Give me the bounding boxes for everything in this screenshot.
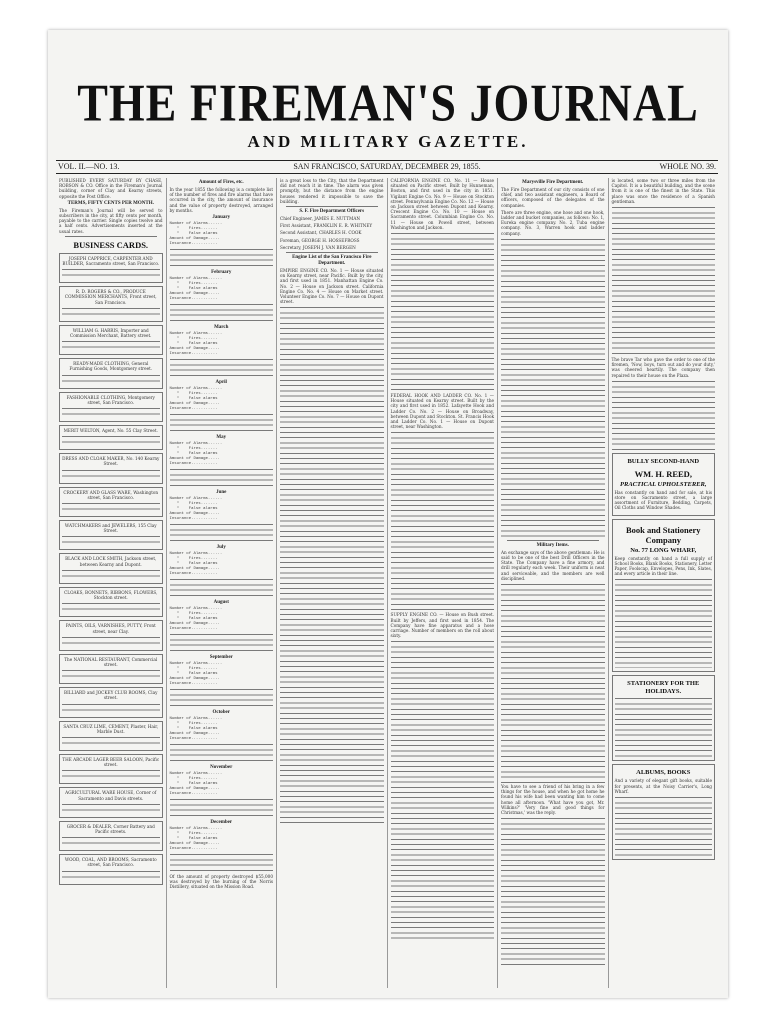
business-card-body-lines <box>62 669 160 680</box>
business-card-text: READY-MADE CLOTHING, General Furnishing Goods, Montgomery street. <box>69 361 153 372</box>
upholsterer-ad-name: WM. H. REED, <box>634 468 692 479</box>
body-text-lines <box>391 640 495 940</box>
business-card <box>59 253 163 283</box>
business-card <box>59 854 163 884</box>
business-card <box>59 654 163 684</box>
column-4 <box>388 178 499 988</box>
month-heading: September <box>209 655 233 661</box>
business-card <box>59 358 163 388</box>
column-5 <box>498 178 609 988</box>
month-heading: May <box>216 435 227 441</box>
business-card-text: The NATIONAL RESTAURANT, Commercial street. <box>64 656 158 667</box>
business-card-body-lines <box>62 435 160 446</box>
business-card-text: THE ARCADE LAGER BEER SALOON, Pacific street. <box>62 756 160 768</box>
marysville-text: The Fire Department of our city consists of one chief, and two assistant engineers, a Board of officers, composed of the delegates of the companies. <box>501 187 605 208</box>
business-card <box>59 620 163 650</box>
divider <box>65 236 157 237</box>
month-heading: December <box>210 820 233 826</box>
business-card-body-lines <box>62 502 160 513</box>
business-card-body-lines <box>62 703 160 714</box>
business-card <box>59 325 163 355</box>
engine-list-text: EMPIRE ENGINE CO. No. 1 — House situated on Kearny street, near Pacific. Built by the city, and first used in 1851. Manhattan Engine Co. No. 2 — House on Jackson street. California Engine Co. No. 4 — House on Market street. Volunteer Engine Co. No. 7 — House on Dupont street. <box>280 268 384 305</box>
month-heading: March <box>214 325 229 331</box>
month-tally: Number of Alarms...... " Fires....... " False alarms Amount of Damage..... Insurance........... <box>169 332 223 357</box>
business-card <box>59 721 163 751</box>
holiday-stationery-ad <box>612 675 716 761</box>
month-tally: Number of Alarms...... " Fires....... " False alarms Amount of Damage..... Insurance........... <box>169 277 223 302</box>
holiday-item-list <box>615 697 713 757</box>
month-text-lines <box>170 468 274 488</box>
col6-text: is located, some two or three miles from the Capitol. It is a beautiful building, and the scene from it is one of the finest in the State. This place was once the residence of a Spanish gentleman. <box>611 178 715 204</box>
column-2 <box>167 178 278 988</box>
business-card-body-lines <box>62 307 160 318</box>
business-card-text: MERIT WELTON, Agent, No. 55 Clay Street. <box>63 428 158 434</box>
business-cards-heading: BUSINESS CARDS. <box>73 239 149 250</box>
business-card-text: R. D. ROGERS & CO., PRODUCE COMMISSION MERCHANTS, Front street, San Francisco. <box>64 289 157 305</box>
business-card-body-lines <box>62 769 160 780</box>
month-tally: Number of Alarms...... " Fires....... " False alarms Amount of Damage..... Insurance........... <box>169 497 223 522</box>
military-text: An exchange says of the above gentleman: He is said to be one of the best Drill Officers in the State. The Company have a fine armory, and drill regularly each week. Their uniform is neat and serviceable, and the members are well disciplined. <box>501 549 605 581</box>
month-tally: Number of Alarms...... " Fires....... " False alarms Amount of Damage..... Insurance........... <box>169 442 223 467</box>
fires-intro: In the year 1855 the following is a complete list of the number of fires and fire alarms that have occurred in the city, the amount of insurance and the value of property destroyed, arranged by months. <box>169 187 273 213</box>
officer-entry: Chief Engineer, JAMES E. NUTTMAN <box>280 216 361 222</box>
month-text-lines <box>170 578 274 598</box>
business-card <box>59 754 163 784</box>
month-tally: Number of Alarms...... " Fires....... " False alarms Amount of Damage..... Insurance........... <box>169 717 223 742</box>
fires-footer: Of the amount of property destroyed $55,000 was destroyed by the burning of the Norris Distillery, situated on the Mission Road. <box>169 874 273 890</box>
business-card-text: AGRICULTURAL WARE HOUSE, Corner of Sacramento and Davis streets. <box>65 790 157 801</box>
month-heading: June <box>216 490 227 496</box>
month-text-lines <box>170 688 274 708</box>
albums-ad-text: And a variety of elegant gift books, suitable for presents, at the Noisy Carrier's, Long Wharf. <box>614 778 712 794</box>
business-card <box>59 553 163 583</box>
business-card-body-lines <box>62 407 160 418</box>
month-tally: Number of Alarms...... " Fires....... " False alarms Amount of Damage..... Insurance........... <box>169 607 223 632</box>
divider <box>507 540 599 541</box>
holiday-ad-head: STATIONERY FOR THE HOLIDAYS. <box>627 680 700 696</box>
business-card-text: FASHIONABLE CLOTHING, Montgomery street, San Francisco. <box>66 394 155 405</box>
business-card <box>59 286 163 322</box>
business-card <box>59 392 163 422</box>
business-card-body-lines <box>62 602 160 613</box>
col3-text: is a great loss to the City, that the Department did not reach it in time. The alarm was given promptly, but the distance from the engine houses rendered it impossible to save the building. <box>280 178 384 204</box>
military-heading: Military Items. <box>536 542 569 548</box>
upholsterer-ad-text: Has constantly on hand and for sale, at his store on Sacramento street, a large assortment of Furniture, Bedding, Carpets, Oil Cloths and Window Shades. <box>614 489 712 511</box>
business-card <box>59 487 163 517</box>
month-heading: August <box>213 600 229 606</box>
engine-list-heading: Engine List of the San Francisco Fire Department. <box>292 255 372 267</box>
business-card-body-lines <box>62 469 160 480</box>
anecdote-text: You have to see a friend of his bring in a few things for the house, and when he got home he found his wife had been wanting him to come home all afternoon. 'What have you got, Mr. Wilkins?' 'Very fine and good things for Christmas,' was the reply. <box>501 784 605 816</box>
divider <box>286 206 378 207</box>
monthly-fire-table <box>170 215 274 873</box>
body-text-lines <box>280 306 384 826</box>
month-text-lines <box>170 743 274 763</box>
business-card-text: SANTA CRUZ LIME, CEMENT, Plaster, Hair, Marble Dust. <box>63 723 159 734</box>
month-heading: April <box>215 380 227 386</box>
month-text-lines <box>170 413 274 433</box>
month-text-lines <box>170 248 274 268</box>
business-card <box>59 587 163 617</box>
fires-heading: Amount of Fires, etc. <box>198 180 244 185</box>
body-text-lines <box>612 380 716 450</box>
body-text-lines <box>501 238 605 538</box>
month-tally: Number of Alarms...... " Fires....... " False alarms Amount of Damage..... Insurance........... <box>169 222 223 247</box>
month-tally: Number of Alarms...... " Fires....... " False alarms Amount of Damage..... Insurance........... <box>169 387 223 412</box>
body-text-lines <box>612 206 716 356</box>
business-card-text: CLOAKS, BONNETS, RIBBONS, FLOWERS, Stockton street. <box>64 589 158 601</box>
business-card-body-lines <box>62 870 160 881</box>
business-card-body-lines <box>62 736 160 747</box>
stationery-ad <box>612 519 716 673</box>
business-card-text: JOSEPH CAPPRICE, CARPENTER AND BUILDER, Sacramento street, San Francisco. <box>62 255 160 267</box>
month-tally: Number of Alarms...... " Fires....... " False alarms Amount of Damage..... Insurance........... <box>169 772 223 797</box>
officers-list <box>280 216 384 250</box>
column-1 <box>56 178 167 988</box>
business-card-body-lines <box>62 836 160 847</box>
marysville-heading: Marysville Fire Department. <box>522 180 584 185</box>
business-card-body-lines <box>62 535 160 546</box>
month-text-lines <box>170 358 274 378</box>
month-heading: February <box>211 270 232 276</box>
masthead-subtitle: AND MILITARY GAZETTE. <box>247 132 529 151</box>
month-text-lines <box>170 303 274 323</box>
officer-entry: Secretary, JOSEPH J. VAN BERGEN <box>280 244 356 250</box>
issue-date: SAN FRANCISCO, SATURDAY, DECEMBER 29, 1855. <box>293 162 481 171</box>
business-card <box>59 821 163 851</box>
albums-item-list <box>615 796 713 856</box>
business-card-body-lines <box>62 569 160 580</box>
month-tally: Number of Alarms...... " Fires....... " False alarms Amount of Damage..... Insurance........... <box>169 662 223 687</box>
body-text-lines <box>501 817 605 967</box>
business-card-text: CROCKERY AND GLASS WARE, Washington street, San Francisco. <box>63 489 159 500</box>
month-heading: November <box>210 765 233 771</box>
publisher-intro: PUBLISHED EVERY SATURDAY BY CHASE, ROBSON & CO. Office in the Fireman's Journal building, corner of Clay and Kearny streets, opposite the Post Office. <box>59 178 163 199</box>
business-card-body-lines <box>62 374 160 385</box>
columns-grid <box>56 178 718 988</box>
col4-text-3: SUPPLY ENGINE CO. — House on Bush street. Built by Jeffers, and first used in 1854. The Company have fine apparatus and a hose carriage. Number of members on the roll about sixty. <box>390 612 494 639</box>
business-card-text: WILLIAM G. HARRIS, Importer and Commission Merchant, Battery street. <box>70 327 152 339</box>
business-card-body-lines <box>62 803 160 814</box>
business-cards-list <box>59 253 163 885</box>
business-card <box>59 453 163 483</box>
upholsterer-ad-head: BULLY SECOND-HAND <box>627 457 700 465</box>
officer-entry: First Assistant, FRANKLIN E. R. WHITNEY <box>280 223 373 229</box>
business-card <box>59 787 163 817</box>
month-tally: Number of Alarms...... " Fires....... " False alarms Amount of Damage..... Insurance........... <box>169 827 223 852</box>
body-text-lines <box>391 431 495 611</box>
col4-text-2: FEDERAL HOOK AND LADDER CO. No. 1 — House situated on Kearny street. Built by the city and first used in 1852. Lafayette Hook and Ladder Co. No. 2 — House on Broadway, between Dupont and Stockton. St. Francis Hook and Ladder Co. No. 1 — House on Dupont street, near Washington. <box>390 393 494 430</box>
marysville-text-2: There are three engine, one hose and one hook, ladder and bucket companies, as follows: No. 1, Eureka engine company. No. 2, Tuba engine company. No. 3, Warren hook and ladder company. <box>501 209 605 236</box>
body-text-lines <box>391 232 495 392</box>
business-card-text: BILLIARD and JOCKEY CLUB ROOMS, Clay street. <box>64 690 158 701</box>
business-card <box>59 425 163 450</box>
business-card-text: PAINTS, OILS, VARNISHES, PUTTY, Front street, near Clay. <box>65 623 156 634</box>
month-text-lines <box>170 853 274 873</box>
volume-number: VOL. II.—NO. 13. <box>58 162 120 171</box>
stationery-ad-text: Keep constantly on hand a full supply of School Books, Blank Books, Stationery, Letter Paper, Foolscap, Envelopes, Pens, Ink, Slates, and every article in their line. <box>614 555 712 577</box>
business-card-text: BLACK AND LOCK SMITH, Jackson street, between Kearny and Dupont. <box>65 556 157 567</box>
month-heading: October <box>212 710 230 716</box>
terms-text: The Fireman's Journal will be served to subscribers in the city, at fifty cents per month, payable to the carrier. Single copies twelve and a half cents. Advertisements inserted at the usual rates. <box>59 207 163 234</box>
month-heading: July <box>216 545 226 551</box>
dateline-bar <box>56 160 718 174</box>
officer-entry: Foreman, GEORGE H. HOSSEFROSS <box>280 237 360 243</box>
month-tally: Number of Alarms...... " Fires....... " False alarms Amount of Damage..... Insurance........... <box>169 552 223 577</box>
divider <box>286 252 378 253</box>
officers-heading: S. F. Fire Department Officers <box>299 209 365 215</box>
stationery-ad-sub: No. 77 LONG WHARF, <box>630 546 697 554</box>
col4-text: CALIFORNIA ENGINE CO. No. 11 — House situated on Pacific street. Built by Hunneman, Boston, and first used in the city in 1851. Vigilant Engine Co. No. 9 — House on Stockton street. Pennsylvania Engine Co. No. 12 — House on Jackson street between Dupont and Kearny. Crescent Engine Co. No. 10 — House on Sacramento street. Columbian Engine Co. No. 11 — House on Powell street, between Washington and Jackson. <box>390 178 494 230</box>
business-card-body-lines <box>62 340 160 351</box>
business-card-body-lines <box>62 636 160 647</box>
business-card-text: WOOD, COAL, AND BROOMS, Sacramento street, San Francisco. <box>64 857 157 868</box>
month-text-lines <box>170 633 274 653</box>
business-card-text: GROCER & DEALER, Corner Battery and Pacific streets. <box>66 823 155 834</box>
business-card-text: WATCHMAKERS and JEWELERS, 155 Clay Street. <box>64 523 157 534</box>
month-text-lines <box>170 798 274 818</box>
upholsterer-ad-sub: PRACTICAL UPHOLSTERER, <box>620 480 707 488</box>
business-card <box>59 520 163 550</box>
col6-text-2: The brave Tar who gave the order to one of the firemen, 'Now, boys, turn out and do your duty,' was cheered heartily. The company then repaired to their house on the Plaza. <box>611 357 715 378</box>
business-card <box>59 687 163 717</box>
month-text-lines <box>170 523 274 543</box>
month-heading: January <box>212 215 231 221</box>
stationery-ad-head: Book and Stationery Company <box>625 524 701 545</box>
column-6 <box>609 178 719 988</box>
stationery-item-list <box>615 578 713 668</box>
whole-number: WHOLE NO. 39. <box>659 162 716 171</box>
albums-ad <box>612 764 716 860</box>
albums-ad-head: ALBUMS, BOOKS <box>636 769 691 777</box>
masthead-title: THE FIREMAN'S JOURNAL <box>77 73 699 132</box>
business-card-body-lines <box>62 268 160 279</box>
body-text-lines <box>501 583 605 783</box>
column-3 <box>277 178 388 988</box>
terms-heading: TERMS, FIFTY CENTS PER MONTH. <box>67 200 154 206</box>
officer-entry: Second Assistant, CHARLES H. COOK <box>280 230 362 236</box>
newspaper-page <box>48 30 728 998</box>
upholsterer-ad <box>612 453 716 516</box>
business-card-text: DRESS AND CLOAK MAKER, No. 140 Kearny Street. <box>62 456 160 467</box>
